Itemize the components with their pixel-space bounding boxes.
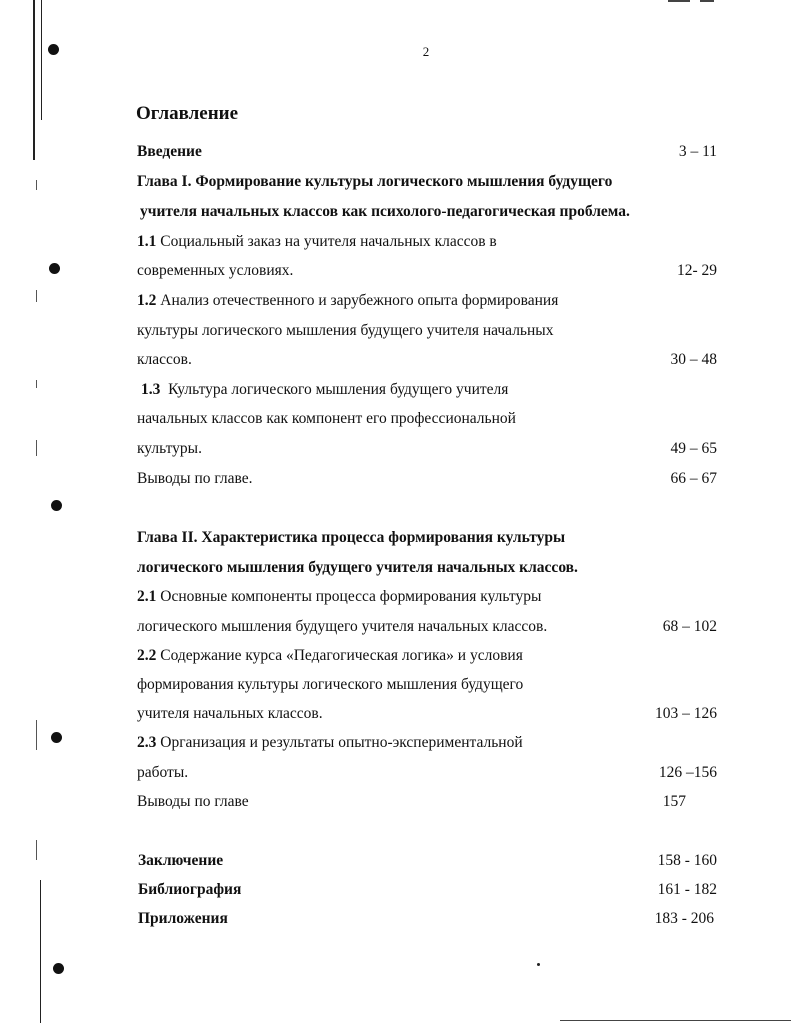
punch-hole-mark xyxy=(49,263,60,274)
toc-heading: Оглавление xyxy=(136,103,239,124)
toc-pages-1-1: 12- 29 xyxy=(676,262,717,279)
toc-section-2-2 xyxy=(137,645,523,667)
toc-section-2-2-cont: формирования культуры логического мышления будущего xyxy=(137,676,524,693)
scan-tick xyxy=(36,180,37,190)
toc-pages-intro: 3 – 11 xyxy=(678,143,717,160)
toc-entry-bibliography: Библиография xyxy=(138,881,242,898)
toc-entry-conclusion: Заключение xyxy=(138,852,224,869)
scan-speck xyxy=(537,963,540,966)
toc-section-2-3 xyxy=(137,732,523,754)
toc-section-1-1 xyxy=(137,231,497,253)
section-title: Содержание курса «Педагогическая логика» и условия xyxy=(160,647,523,664)
toc-section-2-1 xyxy=(137,586,541,608)
toc-chapter-1-title: Глава I. Формирование культуры логического мышления будущего xyxy=(137,173,613,190)
toc-pages-appendices: 183 - 206 xyxy=(654,910,714,927)
toc-pages-2-1: 68 – 102 xyxy=(662,618,717,635)
section-title: Социальный заказ на учителя начальных классов в xyxy=(160,233,497,250)
punch-hole-mark xyxy=(53,963,64,974)
toc-pages-conclusion: 158 - 160 xyxy=(657,852,717,869)
toc-section-2-2-cont: учителя начальных классов. xyxy=(137,705,323,722)
binding-edge-line xyxy=(40,880,41,1023)
scan-bottom-line xyxy=(560,1020,791,1021)
toc-entry-appendices: Приложения xyxy=(138,910,228,927)
toc-pages-2-2: 103 – 126 xyxy=(655,705,717,722)
binding-edge-line xyxy=(41,0,42,120)
toc-chapter-1-title-cont: учителя начальных классов как психолого-педагогическая проблема. xyxy=(140,203,630,220)
toc-section-1-3 xyxy=(141,379,508,401)
toc-section-2-1-cont: логического мышления будущего учителя начальных классов. xyxy=(137,618,548,635)
section-number: 2.3 xyxy=(137,734,157,751)
toc-entry-chapter-1-conclusions: Выводы по главе. xyxy=(137,470,253,487)
toc-pages-chapter-1-conclusions: 66 – 67 xyxy=(670,470,717,487)
toc-chapter-2-title-cont: логического мышления будущего учителя начальных классов. xyxy=(137,559,578,576)
scan-corner-mark xyxy=(700,0,714,2)
toc-chapter-2-title: Глава II. Характеристика процесса формирования культуры xyxy=(137,529,566,546)
scan-tick xyxy=(36,380,37,388)
toc-pages-chapter-2-conclusions: 157 xyxy=(662,793,686,810)
toc-pages-1-3: 49 – 65 xyxy=(670,440,717,457)
toc-entry-chapter-2-conclusions: Выводы по главе xyxy=(137,793,249,810)
toc-section-1-3-cont: культуры. xyxy=(137,440,202,457)
toc-section-1-1-cont: современных условиях. xyxy=(137,262,294,279)
toc-pages-1-2: 30 – 48 xyxy=(670,351,717,368)
punch-hole-mark xyxy=(48,44,59,55)
toc-section-1-3-cont: начальных классов как компонент его профессиональной xyxy=(137,410,516,427)
section-number: 1.1 xyxy=(137,233,157,250)
scan-tick xyxy=(36,440,37,456)
toc-section-1-2-cont: культуры логического мышления будущего учителя начальных xyxy=(137,322,554,339)
toc-pages-bibliography: 161 - 182 xyxy=(657,881,717,898)
page-number: 2 xyxy=(422,44,430,59)
toc-section-2-3-cont: работы. xyxy=(137,764,189,781)
section-number: 1.3 xyxy=(141,381,161,398)
scan-tick xyxy=(36,720,37,750)
section-title: Основные компоненты процесса формирования культуры xyxy=(160,588,542,605)
section-title: Организация и результаты опытно-экспериментальной xyxy=(160,734,523,751)
binding-edge-line xyxy=(33,0,35,160)
section-title: Культура логического мышления будущего учителя xyxy=(168,381,509,398)
toc-section-1-2-cont: классов. xyxy=(137,351,192,368)
section-number: 2.2 xyxy=(137,647,157,664)
scan-tick xyxy=(36,290,37,302)
toc-entry-intro: Введение xyxy=(137,143,202,160)
section-title: Анализ отечественного и зарубежного опыта формирования xyxy=(160,292,559,309)
toc-pages-2-3: 126 –156 xyxy=(658,764,717,781)
toc-section-1-2 xyxy=(137,290,558,312)
punch-hole-mark xyxy=(51,732,62,743)
section-number: 2.1 xyxy=(137,588,157,605)
section-number: 1.2 xyxy=(137,292,157,309)
scan-corner-mark xyxy=(668,0,690,2)
scan-tick xyxy=(36,840,37,860)
punch-hole-mark xyxy=(51,500,62,511)
